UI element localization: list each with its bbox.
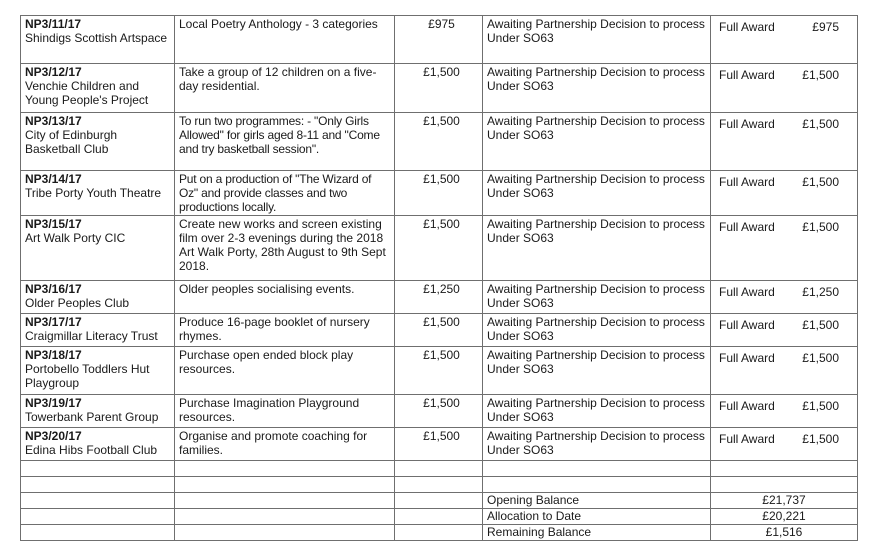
empty-cell <box>21 461 175 477</box>
empty-cell <box>21 493 175 509</box>
requested-amount: £1,500 <box>395 347 483 395</box>
award-cell <box>711 216 858 281</box>
summary-label: Allocation to Date <box>483 509 711 525</box>
award-type: Full Award <box>719 68 775 82</box>
requested-amount: £1,250 <box>395 281 483 314</box>
summary-label: Opening Balance <box>483 493 711 509</box>
requested-amount: £1,500 <box>395 64 483 113</box>
project-description: Organise and promote coaching for families. <box>175 428 395 461</box>
award-type: Full Award <box>719 117 775 131</box>
reference-number: NP3/14/17 <box>25 172 82 186</box>
project-description: Take a group of 12 children on a five-day residential. <box>175 64 395 113</box>
empty-cell <box>175 477 395 493</box>
table-row <box>21 171 858 216</box>
empty-cell <box>21 477 175 493</box>
project-description: Older peoples socialising events. <box>175 281 395 314</box>
award-cell <box>711 64 858 113</box>
organisation-name: Shindigs Scottish Artspace <box>25 31 168 45</box>
reference-number: NP3/11/17 <box>25 17 82 31</box>
summary-value: £21,737 <box>711 493 858 509</box>
applicant-cell <box>21 428 175 461</box>
requested-amount: £1,500 <box>395 216 483 281</box>
summary-value: £20,221 <box>711 509 858 525</box>
award-cell <box>711 113 858 171</box>
award-amount: £975 <box>812 20 839 34</box>
award-amount: £1,500 <box>802 351 839 365</box>
award-amount: £1,500 <box>802 399 839 413</box>
reference-number: NP3/15/17 <box>25 217 82 231</box>
organisation-name: Towerbank Parent Group <box>25 410 159 424</box>
summary-row <box>21 525 858 541</box>
award-cell <box>711 428 858 461</box>
applicant-cell <box>21 216 175 281</box>
empty-cell <box>21 525 175 541</box>
status-text: Awaiting Partnership Decision to process Under SO63 <box>483 113 711 171</box>
organisation-name: Art Walk Porty CIC <box>25 231 126 245</box>
award-cell <box>711 281 858 314</box>
award-cell <box>711 171 858 216</box>
summary-value: £1,516 <box>711 525 858 541</box>
status-text: Awaiting Partnership Decision to process Under SO63 <box>483 171 711 216</box>
grants-table-body <box>21 16 858 541</box>
empty-cell <box>483 477 711 493</box>
project-description: Create new works and screen existing film over 2-3 evenings during the 2018 Art Walk Porty, 28th August to 9th Sept 2018. <box>175 216 395 281</box>
table-row <box>21 281 858 314</box>
applicant-cell <box>21 16 175 64</box>
reference-number: NP3/13/17 <box>25 114 82 128</box>
reference-number: NP3/20/17 <box>25 429 82 443</box>
requested-amount: £1,500 <box>395 395 483 428</box>
reference-number: NP3/16/17 <box>25 282 82 296</box>
award-cell <box>711 16 858 64</box>
award-amount: £1,500 <box>802 318 839 332</box>
award-cell <box>711 347 858 395</box>
empty-cell <box>175 525 395 541</box>
applicant-cell <box>21 171 175 216</box>
requested-amount: £975 <box>395 16 483 64</box>
award-amount: £1,500 <box>802 68 839 82</box>
empty-cell <box>395 509 483 525</box>
award-cell <box>711 395 858 428</box>
empty-cell <box>395 461 483 477</box>
award-amount: £1,500 <box>802 432 839 446</box>
award-type: Full Award <box>719 220 775 234</box>
award-amount: £1,500 <box>802 175 839 189</box>
reference-number: NP3/12/17 <box>25 65 82 79</box>
grants-table <box>20 15 858 541</box>
award-type: Full Award <box>719 285 775 299</box>
award-amount: £1,500 <box>802 220 839 234</box>
empty-cell <box>175 493 395 509</box>
empty-cell <box>395 493 483 509</box>
status-text: Awaiting Partnership Decision to process Under SO63 <box>483 64 711 113</box>
award-type: Full Award <box>719 318 775 332</box>
organisation-name: City of Edinburgh Basketball Club <box>25 128 118 156</box>
status-text: Awaiting Partnership Decision to process Under SO63 <box>483 428 711 461</box>
empty-cell <box>483 461 711 477</box>
organisation-name: Portobello Toddlers Hut Playgroup <box>25 362 150 390</box>
applicant-cell <box>21 113 175 171</box>
table-row <box>21 347 858 395</box>
reference-number: NP3/18/17 <box>25 348 82 362</box>
status-text: Awaiting Partnership Decision to process Under SO63 <box>483 347 711 395</box>
reference-number: NP3/17/17 <box>25 315 82 329</box>
project-description: Purchase Imagination Playground resources. <box>175 395 395 428</box>
summary-row <box>21 509 858 525</box>
award-amount: £1,500 <box>802 117 839 131</box>
status-text: Awaiting Partnership Decision to process Under SO63 <box>483 281 711 314</box>
reference-number: NP3/19/17 <box>25 396 82 410</box>
empty-cell <box>21 509 175 525</box>
organisation-name: Craigmillar Literacy Trust <box>25 329 158 343</box>
empty-cell <box>175 509 395 525</box>
requested-amount: £1,500 <box>395 314 483 347</box>
award-type: Full Award <box>719 351 775 365</box>
table-row <box>21 395 858 428</box>
organisation-name: Venchie Children and Young People's Project <box>25 79 149 107</box>
project-description: Purchase open ended block play resources. <box>175 347 395 395</box>
requested-amount: £1,500 <box>395 113 483 171</box>
table-row <box>21 64 858 113</box>
organisation-name: Edina Hibs Football Club <box>25 443 158 457</box>
blank-row <box>21 461 858 477</box>
summary-row <box>21 493 858 509</box>
table-row <box>21 314 858 347</box>
status-text: Awaiting Partnership Decision to process Under SO63 <box>483 216 711 281</box>
table-row <box>21 16 858 64</box>
award-type: Full Award <box>719 175 775 189</box>
empty-cell <box>395 477 483 493</box>
table-row <box>21 113 858 171</box>
empty-cell <box>395 525 483 541</box>
empty-cell <box>175 461 395 477</box>
applicant-cell <box>21 281 175 314</box>
organisation-name: Older Peoples Club <box>25 296 130 310</box>
status-text: Awaiting Partnership Decision to process Under SO63 <box>483 16 711 64</box>
table-row <box>21 428 858 461</box>
project-description: To run two programmes: - "Only Girls Allowed" for girls aged 8-11 and "Come and try basketball session". <box>175 113 395 171</box>
status-text: Awaiting Partnership Decision to process Under SO63 <box>483 395 711 428</box>
empty-cell <box>711 477 858 493</box>
project-description: Produce 16-page booklet of nursery rhymes. <box>175 314 395 347</box>
award-cell <box>711 314 858 347</box>
award-type: Full Award <box>719 20 775 34</box>
award-type: Full Award <box>719 399 775 413</box>
project-description: Put on a production of "The Wizard of Oz" and provide classes and two productions locally. <box>175 171 395 216</box>
summary-label: Remaining Balance <box>483 525 711 541</box>
table-row <box>21 216 858 281</box>
blank-row <box>21 477 858 493</box>
award-amount: £1,250 <box>802 285 839 299</box>
award-type: Full Award <box>719 432 775 446</box>
empty-cell <box>711 461 858 477</box>
applicant-cell <box>21 314 175 347</box>
applicant-cell <box>21 64 175 113</box>
project-description: Local Poetry Anthology - 3 categories <box>175 16 395 64</box>
organisation-name: Tribe Porty Youth Theatre <box>25 186 162 200</box>
requested-amount: £1,500 <box>395 428 483 461</box>
applicant-cell <box>21 347 175 395</box>
status-text: Awaiting Partnership Decision to process Under SO63 <box>483 314 711 347</box>
requested-amount: £1,500 <box>395 171 483 216</box>
applicant-cell <box>21 395 175 428</box>
